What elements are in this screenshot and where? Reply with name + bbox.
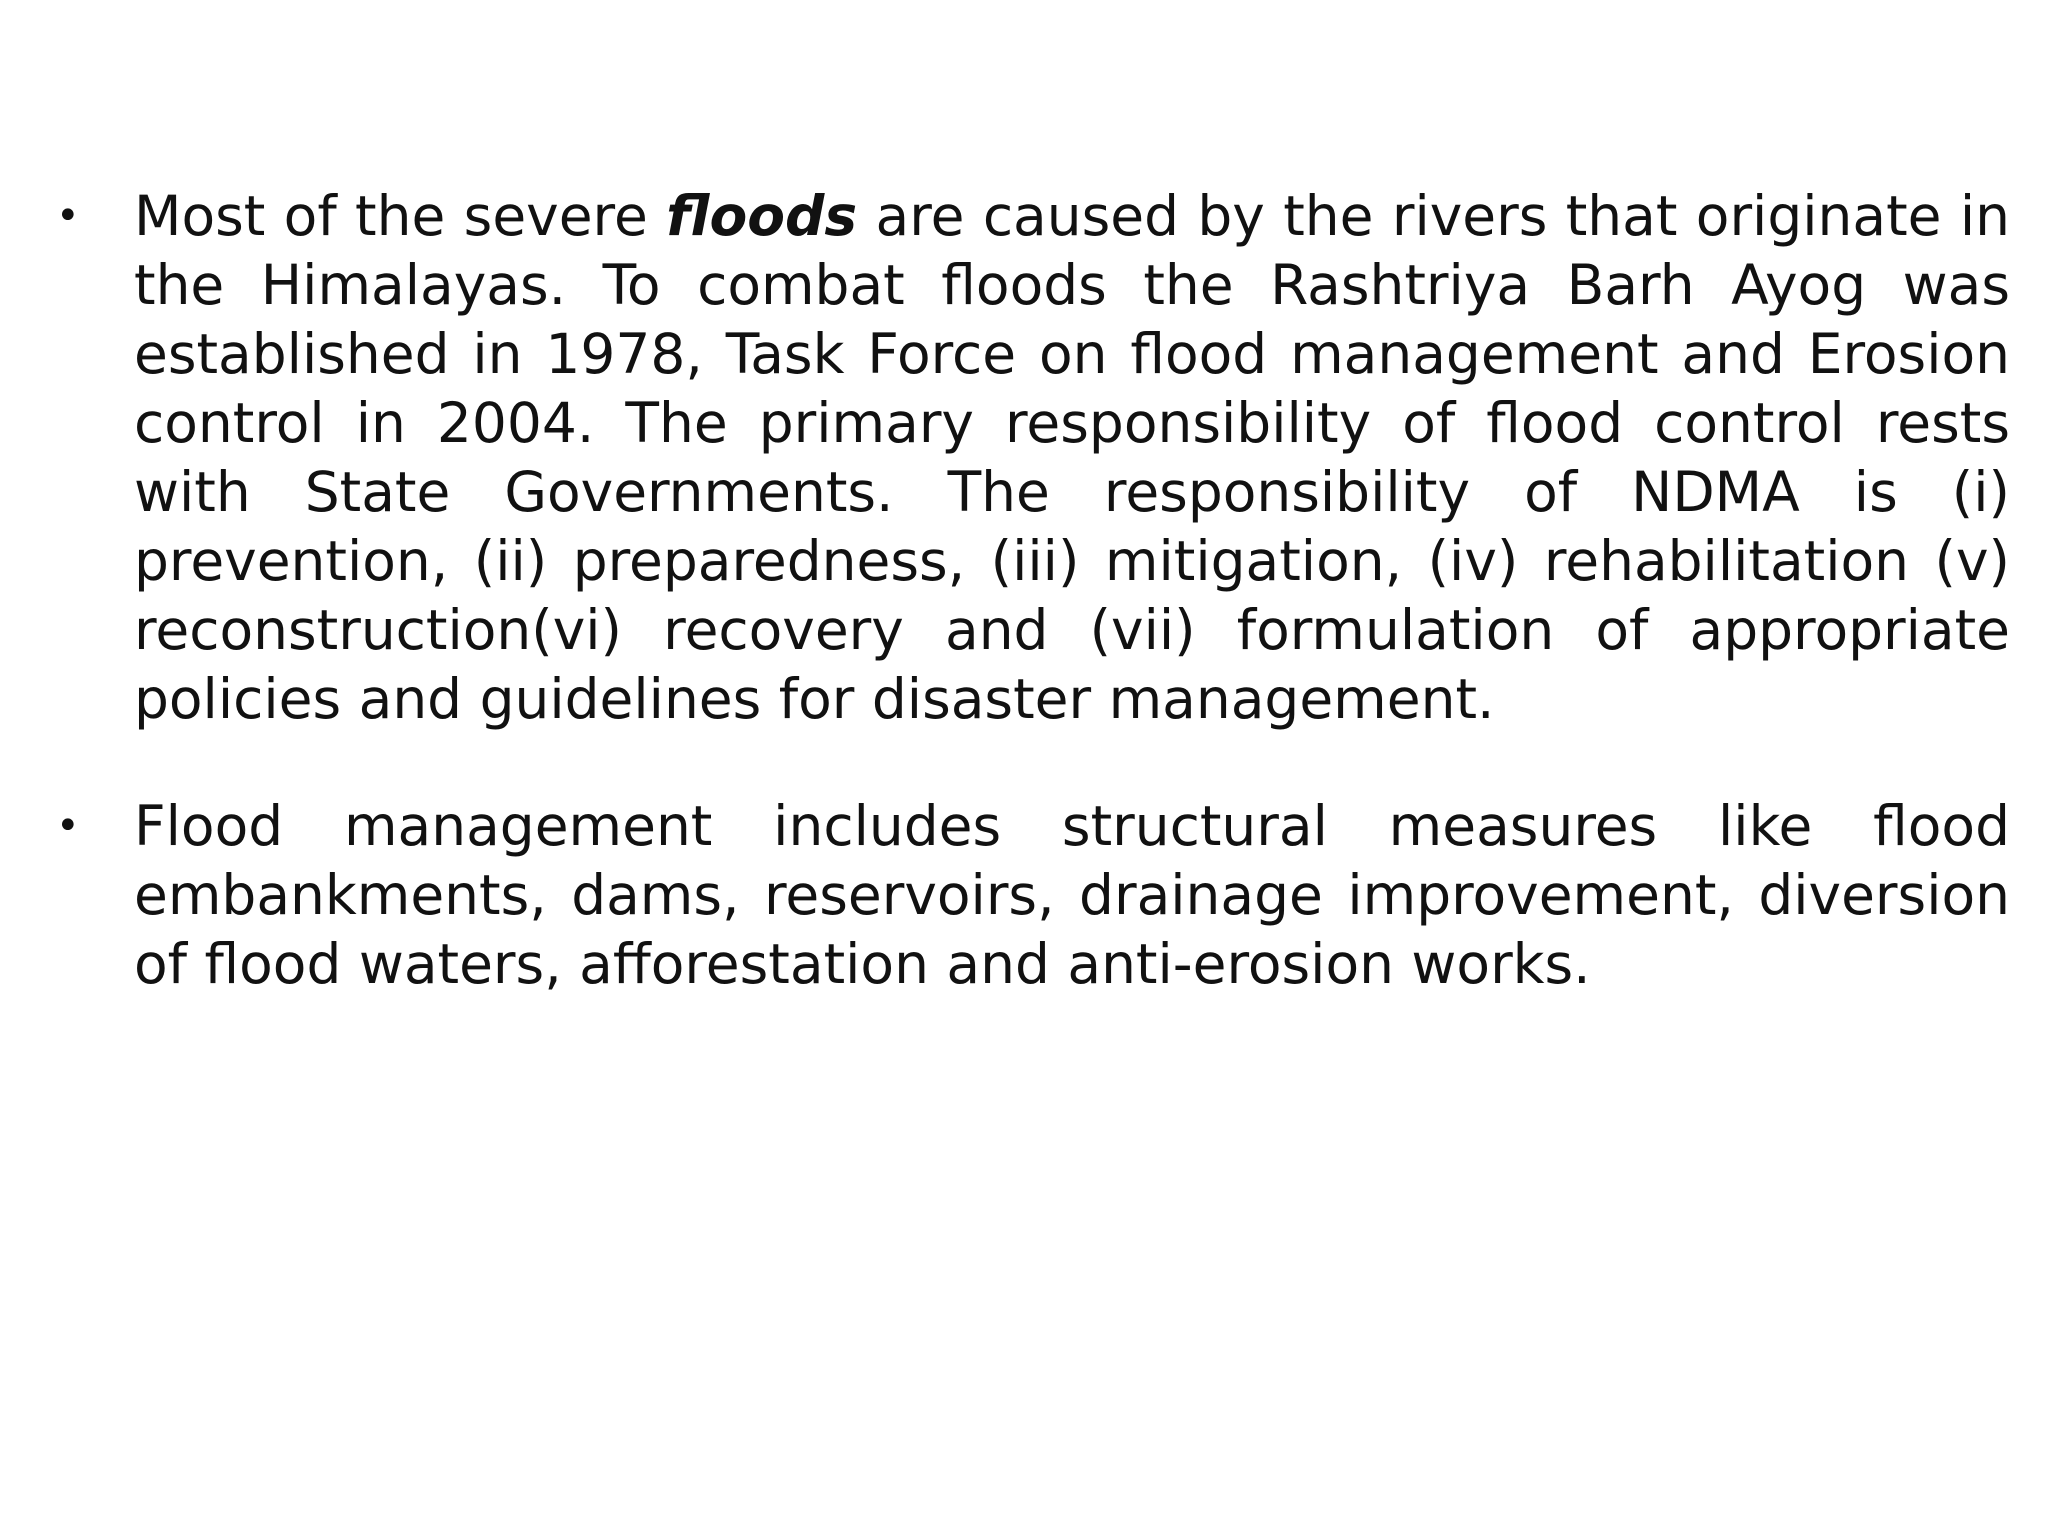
bullet-item-floods-causes: [50, 182, 2010, 734]
bullet-marker: •: [56, 803, 80, 849]
emphasis-floods: floods: [666, 184, 858, 248]
bullet-text-start: Most of the severe: [134, 184, 667, 248]
bullet-marker: •: [56, 193, 80, 239]
bullet-list: [50, 182, 2010, 999]
bullet-item-flood-management: [50, 792, 2010, 999]
bullet-text-rest: are caused by the rivers that originate in the Himalayas. To combat floods the Rashtriya Barh Ayog was established in 1978, Task Force on flood management and Erosion control in 2004. The primary responsibility of flood control rests with State Governments. The responsibility of NDMA is (i) prevention, (ii) preparedness, (iii) mitigation, (iv) rehabilitation (v) reconstruction(vi) recovery and (vii) formulation of appropriate policies and guidelines for disaster management.: [134, 184, 2010, 731]
bullet-text: Flood management includes structural measures like flood embankments, dams, reservoirs, drainage improvement, diversion of flood waters, afforestation and anti-erosion works.: [134, 794, 2010, 996]
